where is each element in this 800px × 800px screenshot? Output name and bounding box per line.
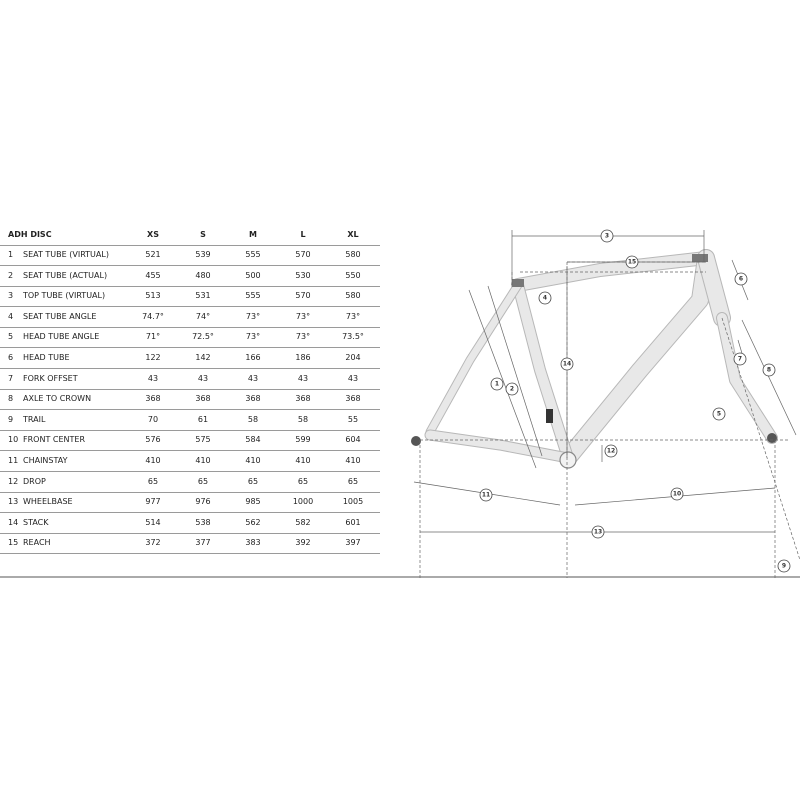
row-number: 7 bbox=[8, 373, 14, 383]
value-cell-s: 377 bbox=[195, 538, 211, 548]
row-label: SEAT TUBE (VIRTUAL) bbox=[23, 250, 109, 259]
value-cell-l: 570 bbox=[295, 291, 311, 301]
row-number: 12 bbox=[8, 476, 19, 486]
value-cell-xl: 580 bbox=[345, 291, 361, 301]
size-header-m: M bbox=[249, 230, 257, 239]
value-cell-xl: 1005 bbox=[342, 497, 364, 507]
value-cell-xs: 368 bbox=[145, 394, 161, 404]
size-header-xl: XL bbox=[347, 230, 359, 239]
value-cell-l: 582 bbox=[295, 517, 311, 527]
value-cell-l: 599 bbox=[295, 435, 311, 445]
value-cell-s: 410 bbox=[195, 456, 211, 465]
value-cell-s: 368 bbox=[195, 394, 211, 404]
dim-8 bbox=[742, 320, 796, 435]
value-cell-l: 186 bbox=[295, 353, 311, 362]
value-cell-xs: 70 bbox=[147, 414, 159, 424]
value-cell-xs: 65 bbox=[147, 476, 159, 486]
value-cell-xl: 604 bbox=[345, 435, 361, 445]
seat-stay bbox=[430, 285, 518, 432]
row-number: 4 bbox=[8, 311, 14, 321]
value-cell-xs: 74.7° bbox=[142, 311, 164, 321]
value-cell-xl: 55 bbox=[347, 414, 359, 424]
value-cell-xs: 455 bbox=[145, 270, 161, 280]
cable-port bbox=[546, 409, 553, 423]
value-cell-m: 368 bbox=[245, 394, 261, 404]
row-label: STACK bbox=[23, 517, 49, 527]
seatpost-clamp bbox=[512, 279, 524, 287]
value-cell-l: 530 bbox=[295, 270, 311, 280]
value-cell-xl: 550 bbox=[345, 270, 361, 280]
headset-cap bbox=[692, 254, 708, 262]
row-number: 15 bbox=[8, 538, 19, 548]
value-cell-m: 562 bbox=[245, 517, 261, 527]
rear-dropout bbox=[411, 436, 421, 446]
fork bbox=[722, 318, 772, 438]
value-cell-m: 73° bbox=[245, 332, 261, 342]
value-cell-m: 166 bbox=[245, 353, 261, 362]
value-cell-m: 584 bbox=[245, 435, 261, 445]
value-cell-xl: 601 bbox=[345, 517, 361, 527]
row-label: SEAT TUBE (ACTUAL) bbox=[23, 270, 108, 280]
row-number: 11 bbox=[8, 456, 19, 465]
value-cell-xl: 368 bbox=[345, 394, 361, 404]
value-cell-s: 976 bbox=[195, 497, 211, 507]
row-label: FORK OFFSET bbox=[23, 373, 78, 383]
row-label: TRAIL bbox=[23, 414, 46, 424]
row-label: DROP bbox=[23, 476, 46, 486]
value-cell-xl: 73.5° bbox=[342, 332, 364, 342]
value-cell-m: 65 bbox=[247, 476, 259, 486]
value-cell-m: 500 bbox=[245, 270, 261, 280]
callout-1-label: 1 bbox=[494, 380, 500, 388]
chain-stay bbox=[430, 435, 568, 458]
value-cell-xs: 977 bbox=[145, 497, 161, 507]
value-cell-s: 539 bbox=[195, 250, 211, 259]
callout-7-label: 7 bbox=[737, 355, 743, 363]
row-label: SEAT TUBE ANGLE bbox=[23, 311, 97, 321]
row-number: 5 bbox=[8, 332, 14, 342]
value-cell-xl: 580 bbox=[345, 250, 361, 259]
value-cell-xs: 71° bbox=[145, 332, 161, 342]
size-header-l: L bbox=[300, 230, 306, 239]
row-number: 14 bbox=[8, 517, 19, 527]
row-label: FRONT CENTER bbox=[23, 435, 85, 445]
callout-10-label: 10 bbox=[672, 490, 682, 498]
row-label: HEAD TUBE bbox=[23, 353, 70, 362]
value-cell-s: 74° bbox=[195, 311, 211, 321]
size-header-xs: XS bbox=[147, 230, 159, 239]
value-cell-m: 555 bbox=[245, 250, 261, 259]
value-cell-l: 1000 bbox=[292, 497, 314, 507]
callout-9-label: 9 bbox=[781, 562, 787, 570]
value-cell-m: 555 bbox=[245, 291, 261, 301]
value-cell-m: 410 bbox=[245, 456, 261, 465]
seat-tube bbox=[518, 285, 568, 458]
value-cell-l: 368 bbox=[295, 394, 311, 404]
value-cell-s: 538 bbox=[195, 517, 211, 527]
row-label: REACH bbox=[23, 538, 51, 548]
value-cell-m: 383 bbox=[245, 538, 261, 548]
size-header-s: S bbox=[200, 230, 206, 239]
value-cell-s: 575 bbox=[195, 435, 211, 445]
value-cell-xs: 521 bbox=[145, 250, 161, 259]
value-cell-l: 410 bbox=[295, 456, 311, 465]
callout-5-label: 5 bbox=[716, 410, 722, 418]
bottom-bracket bbox=[560, 452, 576, 468]
callout-12-label: 12 bbox=[606, 447, 616, 455]
value-cell-xs: 122 bbox=[145, 353, 161, 362]
callout-3-label: 3 bbox=[604, 232, 610, 240]
row-number: 2 bbox=[8, 270, 14, 280]
row-number: 13 bbox=[8, 497, 19, 507]
value-cell-s: 480 bbox=[195, 270, 211, 280]
callout-11-label: 11 bbox=[481, 491, 491, 499]
value-cell-s: 72.5° bbox=[192, 332, 214, 342]
head-tube bbox=[706, 258, 722, 318]
value-cell-xs: 372 bbox=[145, 538, 161, 548]
value-cell-s: 65 bbox=[197, 476, 209, 486]
callout-14-label: 14 bbox=[562, 360, 572, 368]
value-cell-xs: 410 bbox=[145, 456, 161, 465]
value-cell-l: 58 bbox=[297, 414, 309, 424]
value-cell-l: 65 bbox=[297, 476, 309, 486]
value-cell-m: 73° bbox=[245, 311, 261, 321]
callout-13-label: 13 bbox=[593, 528, 603, 536]
dim-2 bbox=[488, 286, 542, 456]
value-cell-xs: 576 bbox=[145, 435, 161, 445]
row-number: 1 bbox=[8, 250, 14, 259]
value-cell-l: 43 bbox=[297, 373, 309, 383]
row-label: CHAINSTAY bbox=[23, 456, 68, 465]
value-cell-xs: 514 bbox=[145, 517, 161, 527]
value-cell-xl: 43 bbox=[347, 373, 359, 383]
callout-6-label: 6 bbox=[738, 275, 744, 283]
value-cell-m: 58 bbox=[247, 414, 259, 424]
value-cell-l: 73° bbox=[295, 332, 311, 342]
callout-4-label: 4 bbox=[542, 294, 548, 302]
row-number: 6 bbox=[8, 353, 14, 362]
value-cell-s: 142 bbox=[195, 353, 211, 362]
value-cell-xs: 43 bbox=[147, 373, 159, 383]
row-label: HEAD TUBE ANGLE bbox=[23, 332, 100, 342]
value-cell-s: 531 bbox=[195, 291, 211, 301]
value-cell-xl: 73° bbox=[345, 311, 361, 321]
fork-dropout bbox=[767, 433, 777, 443]
callout-2-label: 2 bbox=[509, 385, 515, 393]
value-cell-l: 570 bbox=[295, 250, 311, 259]
value-cell-xl: 204 bbox=[345, 353, 361, 362]
down-tube bbox=[568, 258, 706, 458]
table-title: ADH DISC bbox=[8, 230, 52, 239]
value-cell-s: 43 bbox=[197, 373, 209, 383]
row-label: WHEELBASE bbox=[23, 497, 73, 507]
value-cell-s: 61 bbox=[197, 414, 209, 424]
row-number: 3 bbox=[8, 291, 14, 301]
value-cell-m: 985 bbox=[245, 497, 261, 507]
value-cell-xl: 397 bbox=[345, 538, 361, 548]
value-cell-xs: 513 bbox=[145, 291, 161, 301]
value-cell-l: 392 bbox=[295, 538, 311, 548]
callout-15-label: 15 bbox=[627, 258, 637, 266]
callout-8-label: 8 bbox=[766, 366, 772, 374]
value-cell-l: 73° bbox=[295, 311, 311, 321]
row-label: AXLE TO CROWN bbox=[23, 394, 92, 404]
row-label: TOP TUBE (VIRTUAL) bbox=[23, 291, 106, 301]
value-cell-xl: 410 bbox=[345, 456, 361, 465]
value-cell-m: 43 bbox=[247, 373, 259, 383]
row-number: 10 bbox=[8, 435, 19, 445]
row-number: 8 bbox=[8, 394, 14, 404]
row-number: 9 bbox=[8, 414, 14, 424]
value-cell-xl: 65 bbox=[347, 476, 359, 486]
